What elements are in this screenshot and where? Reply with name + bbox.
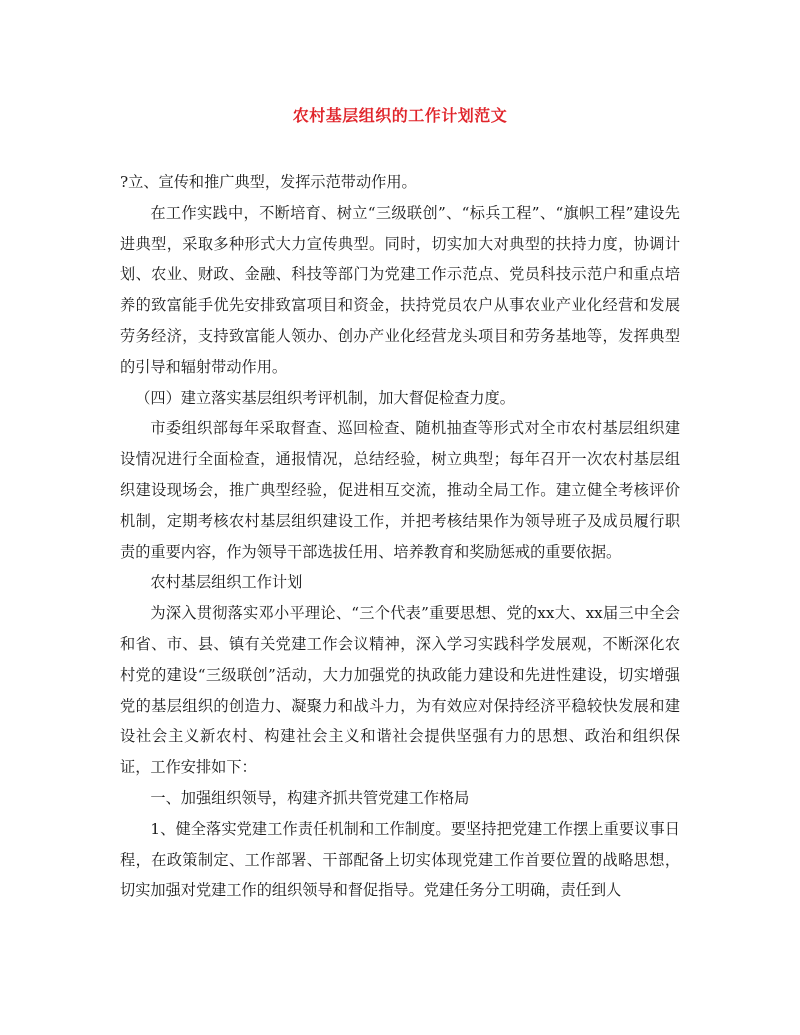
- paragraph-2: 在工作实践中，不断培育、树立“三级联创”、“标兵工程”、“旗帜工程”建设先进典型，采取多种形式大力宣传典型。同时，切实加大对典型的扶持力度，协调计划、农业、财政、金融、科技等部门为党建工作示范点、党员科技示范户和重点培养的致富能手优先安排致富项目和资金，扶持党员农户从事农业产业化经营和发展劳务经济，支持致富能人领办、创办产业化经营龙头项目和劳务基地等，发挥典型的引导和辐射带动作用。: [120, 203, 680, 376]
- subtitle-work-plan: 农村基层组织工作计划: [150, 573, 303, 592]
- paragraph-3: 市委组织部每年采取督查、巡回检查、随机抽查等形式对全市农村基层组织建设情况进行全面检查，通报情况，总结经验，树立典型；每年召开一次农村基层组织建设现场会，推广典型经验，促进相互交流，推动全局工作。建立健全考核评价机制，定期考核农村基层组织建设工作，并把考核结果作为领导班子及成员履行职责的重要内容，作为领导干部选拔任用、培养教育和奖励惩戒的重要依据。: [120, 419, 680, 561]
- paragraph-intro: 为深入贯彻落实邓小平理论、“三个代表”重要思想、党的xx大、xx届三中全会和省、市、县、镇有关党建工作会议精神，深入学习实践科学发展观，不断深化农村党的建设“三级联创”活动，大力加强党的执政能力建设和先进性建设，切实增强党的基层组织的创造力、凝聚力和战斗力，为有效应对保持经济平稳较快发展和建设社会主义新农村、构建社会主义和谐社会提供坚强有力的思想、政治和组织保证，工作安排如下：: [120, 604, 680, 777]
- document-body: [120, 167, 680, 906]
- section-heading-4: （四）建立落实基层组织考评机制，加大督促检查力度。: [135, 388, 515, 407]
- section-heading-1: 一、加强组织领导，构建齐抓共管党建工作格局: [150, 788, 470, 807]
- document-title: 农村基层组织的工作计划范文: [292, 106, 508, 125]
- paragraph-1: ?立、宣传和推广典型，发挥示范带动作用。: [120, 173, 417, 191]
- paragraph-item-1: 1、健全落实党建工作责任机制和工作制度。要坚持把党建工作摆上重要议事日程，在政策制定、工作部署、干部配备上切实体现党建工作首要位置的战略思想，切实加强对党建工作的组织领导和督促指导。党建任务分工明确，责任到人: [120, 819, 680, 900]
